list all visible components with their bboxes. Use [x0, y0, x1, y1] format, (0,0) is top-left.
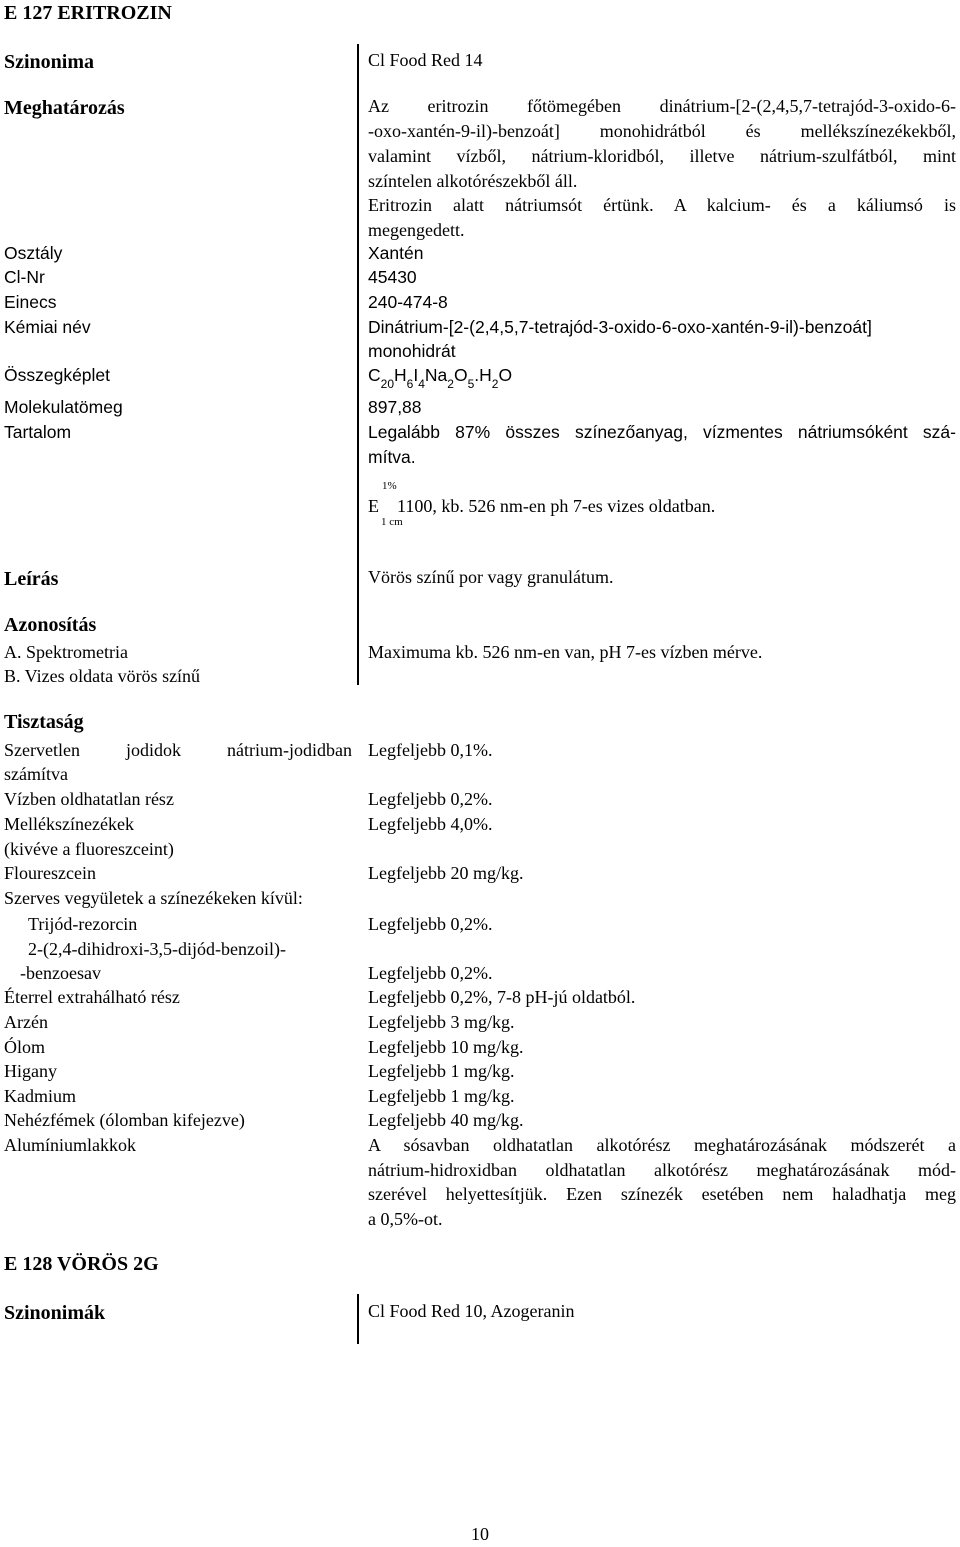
- purity-row-label: 2-(2,4-dihidroxi-3,5-dijód-benzoil)-: [28, 939, 286, 959]
- purity-row-value: szerével helyettesítjük. Ezen színezék esetében nem haladhatja meg: [368, 1184, 956, 1204]
- definition-line: színtelen alkotórészekből áll.: [368, 171, 578, 191]
- synonyms-label: Szinonimák: [4, 1302, 106, 1324]
- purity-row-label: Szerves vegyületek a színezékeken kívül:: [4, 888, 303, 908]
- purity-row-value: Legfeljebb 10 mg/kg.: [368, 1037, 524, 1057]
- identification-label: Azonosítás: [4, 614, 97, 636]
- definition-label: Meghatározás: [4, 97, 125, 119]
- description-value: Vörös színű por vagy granulátum.: [368, 567, 614, 587]
- chem-name-line: Dinátrium-[2-(2,4,5,7-tetrajód-3-oxido-6-oxo-xantén-9-il)-benzoát]: [368, 317, 872, 337]
- purity-row-value: Legfeljebb 20 mg/kg.: [368, 863, 524, 883]
- content-line: Legalább 87% összes színezőanyag, vízmentes nátriumsóként szá-: [368, 422, 956, 442]
- einecs-label: Einecs: [4, 292, 57, 312]
- purity-row-label: (kivéve a fluoreszceint): [4, 839, 174, 859]
- einecs-value: 240-474-8: [368, 292, 448, 312]
- purity-row-value: Legfeljebb 0,2%.: [368, 914, 493, 934]
- purity-row-value: Legfeljebb 0,2%, 7-8 pH-jú oldatból.: [368, 987, 636, 1007]
- purity-row-label: Ólom: [4, 1037, 46, 1057]
- definition-line: valamint vízből, nátrium-kloridból, illetve nátrium-szulfátból, mint: [368, 146, 956, 166]
- purity-row-value: Legfeljebb 4,0%.: [368, 814, 493, 834]
- purity-row-label: Alumíniumlakkok: [4, 1135, 136, 1155]
- purity-row-label: Vízben oldhatatlan rész: [4, 789, 174, 809]
- extinction-subscript: 1 cm: [381, 516, 403, 528]
- purity-row-label: Nehézfémek (ólomban kifejezve): [4, 1110, 245, 1130]
- purity-row-label: számítva: [4, 764, 68, 784]
- purity-row-value: Legfeljebb 1 mg/kg.: [368, 1061, 515, 1081]
- description-label: Leírás: [4, 568, 59, 590]
- molecular-formula: $C_{20}H_6I_4Na_2O_5.H_2O$: [368, 365, 513, 391]
- synonyms-value: Cl Food Red 10, Azogeranin: [368, 1301, 575, 1321]
- spectrometry-label: A. Spektrometria: [4, 642, 128, 662]
- purity-row-label: -benzoesav: [20, 963, 101, 983]
- content-line: mítva.: [368, 447, 416, 467]
- purity-label: Tisztaság: [4, 711, 84, 733]
- definition-line: -oxo-xantén-9-il)-benzoát] monohidrátból és mellékszínezékekből,: [368, 121, 956, 141]
- purity-row-value: A sósavban oldhatatlan alkotórész meghatározásának módszerét a: [368, 1135, 956, 1155]
- purity-row-value: Legfeljebb 1 mg/kg.: [368, 1086, 515, 1106]
- cl-nr-label: Cl-Nr: [4, 267, 45, 287]
- purity-row-value: Legfeljebb 3 mg/kg.: [368, 1012, 515, 1032]
- formula-label: Összegképlet: [4, 365, 111, 385]
- mol-weight-value: 897,88: [368, 397, 422, 417]
- column-divider: [357, 44, 359, 685]
- section-heading-e127: E 127 ERITROZIN: [4, 2, 172, 24]
- purity-row-label: Arzén: [4, 1012, 48, 1032]
- purity-row-label: Mellékszínezékek: [4, 814, 134, 834]
- definition-line: Az eritrozin főtömegében dinátrium-[2-(2,4,5,7-tetrajód-3-oxido-6-: [368, 96, 956, 116]
- extinction-symbol: E: [368, 496, 379, 516]
- section-heading-e128: E 128 VÖRÖS 2G: [4, 1253, 159, 1275]
- spectrometry-value: Maximuma kb. 526 nm-en van, pH 7-es vízben mérve.: [368, 642, 763, 662]
- synonym-label: Szinonima: [4, 51, 95, 73]
- purity-row-label: Floureszcein: [4, 863, 96, 883]
- purity-row-label: Szervetlen jodidok nátrium-jodidban: [4, 740, 352, 760]
- cl-nr-value: 45430: [368, 267, 417, 287]
- purity-row-label: Kadmium: [4, 1086, 76, 1106]
- class-value: Xantén: [368, 243, 424, 263]
- purity-row-value: Legfeljebb 40 mg/kg.: [368, 1110, 524, 1130]
- aqueous-solution-label: B. Vizes oldata vörös színű: [4, 666, 201, 686]
- purity-row-value: nátrium-hidroxidban oldhatatlan alkotórész meghatározásának mód-: [368, 1160, 956, 1180]
- content-label: Tartalom: [4, 422, 72, 442]
- purity-row-value: Legfeljebb 0,2%.: [368, 789, 493, 809]
- extinction-text: 1100, kb. 526 nm-en ph 7-es vizes oldatban.: [397, 496, 716, 516]
- purity-row-value: Legfeljebb 0,1%.: [368, 740, 493, 760]
- synonym-value: Cl Food Red 14: [368, 50, 483, 70]
- mol-weight-label: Molekulatömeg: [4, 397, 123, 417]
- definition-line: megengedett.: [368, 220, 465, 240]
- purity-row-value: a 0,5%-ot.: [368, 1209, 443, 1229]
- chem-name-label: Kémiai név: [4, 317, 91, 337]
- purity-row-label: Higany: [4, 1061, 57, 1081]
- purity-row-label: Trijód-rezorcin: [28, 914, 138, 934]
- purity-row-label: Éterrel extrahálható rész: [4, 987, 180, 1007]
- column-divider: [357, 1294, 359, 1344]
- page-number: 10: [471, 1524, 489, 1544]
- chem-name-line: monohidrát: [368, 341, 456, 361]
- class-label: Osztály: [4, 243, 63, 263]
- purity-row-value: Legfeljebb 0,2%.: [368, 963, 493, 983]
- extinction-superscript: 1%: [382, 480, 397, 492]
- definition-line: Eritrozin alatt nátriumsót értünk. A kalcium- és a káliumsó is: [368, 195, 956, 215]
